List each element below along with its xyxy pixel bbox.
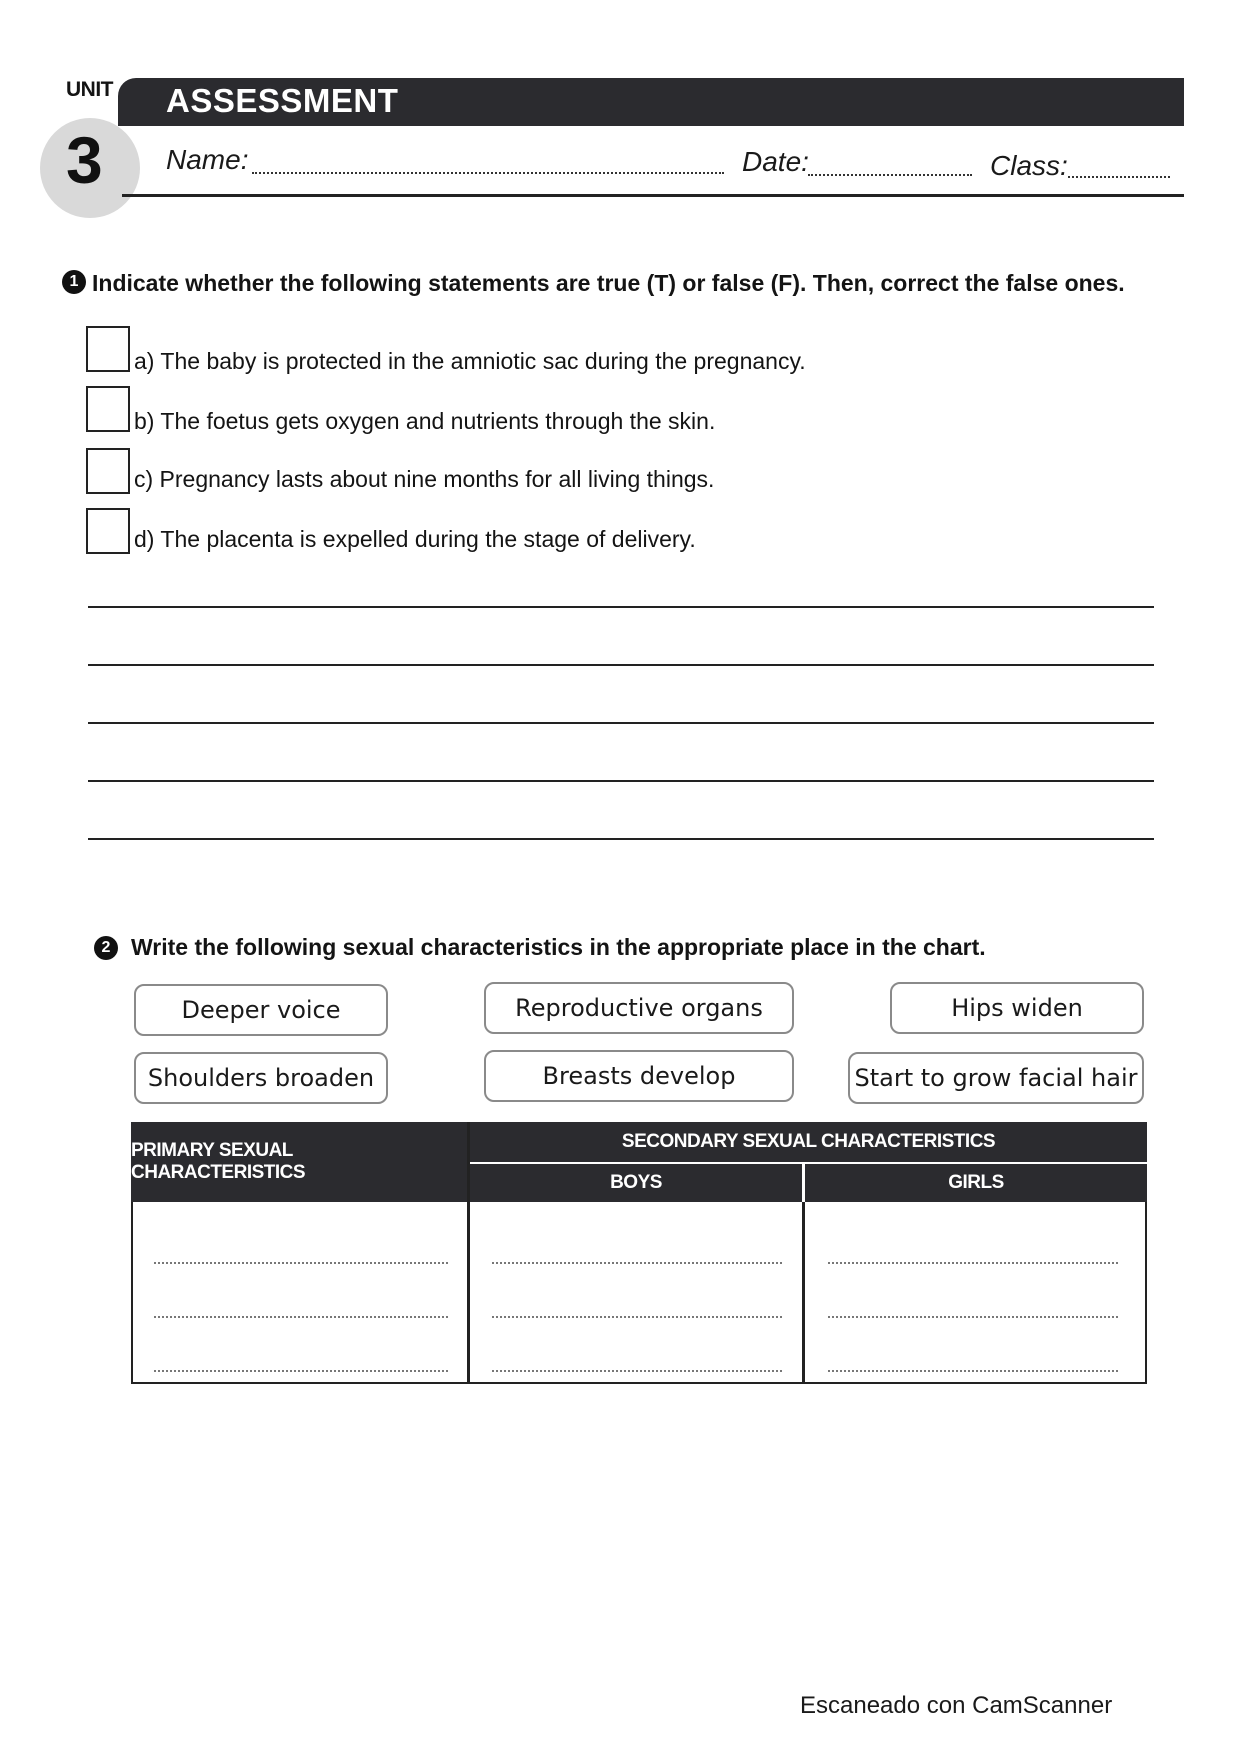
unit-number: 3	[66, 123, 103, 197]
date-label: Date:	[742, 146, 809, 177]
class-field[interactable]	[1068, 176, 1170, 178]
class-label: Class:	[990, 150, 1068, 181]
option-chip[interactable]: Reproductive organs	[484, 982, 794, 1034]
header-divider	[802, 1164, 805, 1202]
answer-line-2[interactable]	[88, 664, 1154, 666]
boys-answer-line[interactable]	[492, 1262, 782, 1264]
girls-answer-line[interactable]	[828, 1316, 1118, 1318]
statement-a: a) The baby is protected in the amniotic sac during the pregnancy.	[134, 348, 806, 374]
girls-answer-line[interactable]	[828, 1370, 1118, 1372]
question-2-number: 2	[94, 936, 118, 960]
column-divider	[802, 1202, 805, 1384]
true-false-box-d[interactable]	[86, 508, 130, 554]
true-false-box-a[interactable]	[86, 326, 130, 372]
unit-label: UNIT	[66, 78, 113, 101]
name-label: Name:	[166, 144, 249, 175]
true-false-box-b[interactable]	[86, 386, 130, 432]
primary-header: PRIMARY SEXUAL CHARACTERISTICS	[131, 1122, 467, 1202]
option-chip[interactable]: Start to grow facial hair	[848, 1052, 1144, 1104]
header-rule	[122, 194, 1184, 197]
primary-answer-line[interactable]	[154, 1262, 448, 1264]
primary-answer-line[interactable]	[154, 1370, 448, 1372]
statement-d: d) The placenta is expelled during the stage of delivery.	[134, 526, 696, 552]
question-1-instructions: Indicate whether the following statements are true (T) or false (F). Then, correct the false ones.	[92, 270, 1125, 296]
true-false-box-c[interactable]	[86, 448, 130, 494]
option-chip[interactable]: Hips widen	[890, 982, 1144, 1034]
header-divider	[470, 1162, 1147, 1164]
question-1-number: 1	[62, 270, 86, 294]
statement-b: b) The foetus gets oxygen and nutrients through the skin.	[134, 408, 716, 434]
boys-answer-line[interactable]	[492, 1316, 782, 1318]
statement-c: c) Pregnancy lasts about nine months for all living things.	[134, 466, 715, 492]
answer-line-3[interactable]	[88, 722, 1154, 724]
question-1-text	[92, 268, 1152, 299]
secondary-header: SECONDARY SEXUAL CHARACTERISTICS	[470, 1122, 1147, 1162]
option-chip[interactable]: Deeper voice	[134, 984, 388, 1036]
girls-header: GIRLS	[805, 1164, 1147, 1202]
scanner-watermark: Escaneado con CamScanner	[800, 1692, 1113, 1719]
boys-header: BOYS	[470, 1164, 802, 1202]
column-divider	[467, 1122, 470, 1384]
answer-line-1[interactable]	[88, 606, 1154, 608]
name-field[interactable]	[252, 172, 724, 174]
question-2-text: Write the following sexual characteristics in the appropriate place in the chart.	[131, 934, 986, 960]
primary-answer-line[interactable]	[154, 1316, 448, 1318]
date-field[interactable]	[808, 174, 972, 176]
answer-line-4[interactable]	[88, 780, 1154, 782]
option-chip[interactable]: Breasts develop	[484, 1050, 794, 1102]
page-title: ASSESSMENT	[166, 82, 399, 119]
boys-answer-line[interactable]	[492, 1370, 782, 1372]
option-chip[interactable]: Shoulders broaden	[134, 1052, 388, 1104]
girls-answer-line[interactable]	[828, 1262, 1118, 1264]
answer-line-5[interactable]	[88, 838, 1154, 840]
